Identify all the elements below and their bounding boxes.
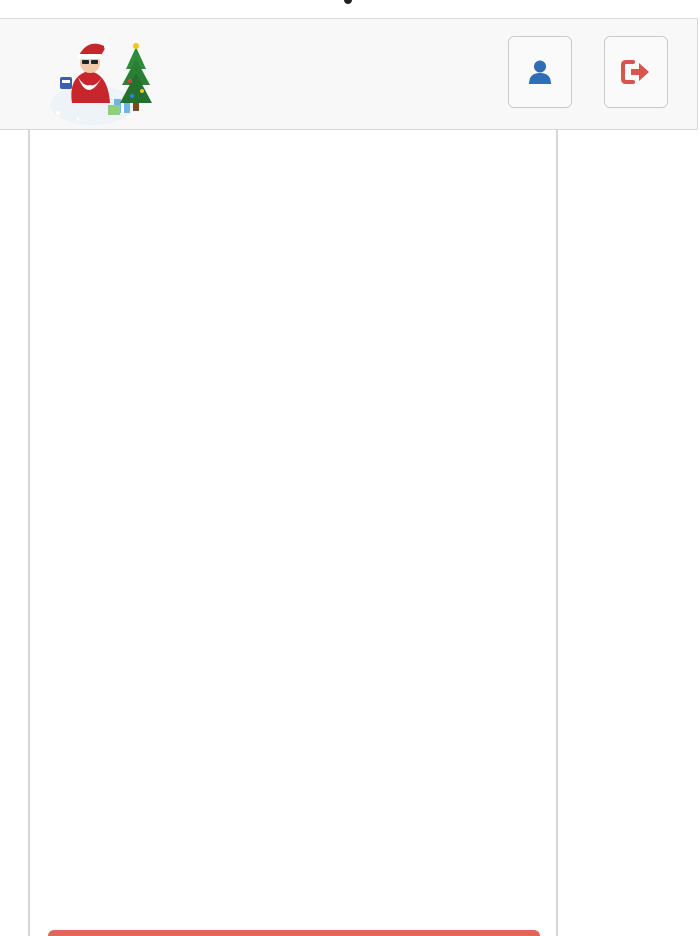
clipped-glyph xyxy=(344,0,352,4)
message-card xyxy=(28,110,558,936)
logout-button[interactable] xyxy=(604,36,668,108)
profile-button[interactable] xyxy=(508,36,572,108)
action-button-partial[interactable] xyxy=(48,930,540,936)
santa-with-christmas-tree-logo-icon xyxy=(48,33,154,129)
logout-icon xyxy=(621,59,651,85)
user-icon xyxy=(527,59,553,85)
previous-content-strip xyxy=(0,0,700,18)
site-header xyxy=(0,18,698,130)
site-logo[interactable] xyxy=(48,33,154,129)
